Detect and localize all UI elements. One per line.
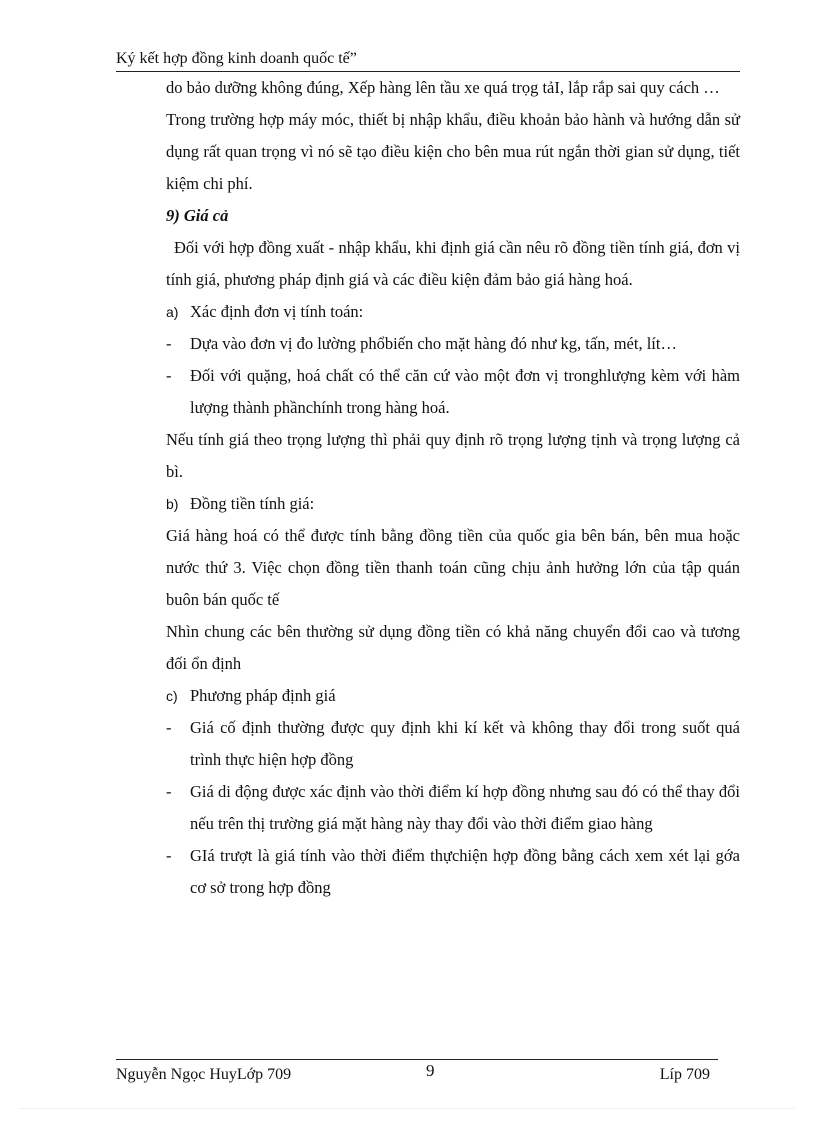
bullet-marker: -	[166, 846, 172, 865]
paragraph-price-intro: Đối với hợp đồng xuất - nhập khẩu, khi định giá cần nêu rõ đồng tiền tính giá, đơn vị tính giá, phương pháp định giá và các điều kiện đảm bảo giá hàng hoá.	[166, 238, 740, 289]
bullet-text: Dựa vào đơn vị đo lường phổbiến cho mặt hàng đó như kg, tấn, mét, lít…	[190, 334, 677, 353]
paragraph-currency: Giá hàng hoá có thể được tính bằng đồng tiền của quốc gia bên bán, bên mua hoặc nước thứ 3. Việc chọn đồng tiền thanh toán cũng chịu ảnh hưởng lớn của tập quán buôn bán quốc tế	[166, 526, 740, 609]
subsection-title: Xác định đơn vị tính toán:	[190, 302, 364, 321]
subsection-c	[166, 680, 740, 712]
bullet-marker: -	[166, 782, 172, 801]
paragraph-maintenance: do bảo dưỡng không đúng, Xếp hàng lên tầu xe quá trọg tảI, lắp rắp sai quy cách …	[166, 78, 720, 97]
paragraph-convertible: Nhìn chung các bên thường sử dụng đồng tiền có khả năng chuyển đổi cao và tương đối ổn định	[166, 622, 740, 673]
bullet-text: Giá cố định thường được quy định khi kí kết và không thay đổi trong suốt quá trình thực hiện hợp đồng	[190, 718, 740, 769]
section-heading-price: 9) Giá cả	[166, 206, 229, 225]
subsection-marker: a)	[166, 304, 179, 320]
bullet-marker: -	[166, 718, 172, 737]
subsection-marker: c)	[166, 688, 178, 704]
document-body	[166, 72, 740, 904]
bullet-marker: -	[166, 334, 172, 353]
subsection-b	[166, 488, 740, 520]
bullet-marker: -	[166, 366, 172, 385]
subsection-title: Phương pháp định giá	[190, 686, 336, 705]
document-title: Ký kết hợp đồng kinh doanh quốc tế”	[116, 50, 357, 67]
list-item	[166, 360, 740, 424]
page-header	[116, 48, 740, 72]
footer-author: Nguyễn Ngọc HuyLớp 709	[116, 1066, 292, 1083]
bullet-text: Đối với quặng, hoá chất có thể căn cứ vào một đơn vị tronghlượng kèm với hàm lượng thành phầnchính trong hàng hoá.	[190, 366, 740, 417]
list-item	[166, 712, 740, 776]
paragraph-warranty: Trong trường hợp máy móc, thiết bị nhập khẩu, điều khoản bảo hành và hướng dẫn sử dụng rất quan trọng vì nó sẽ tạo điều kiện cho bên mua rút ngắn thời gian sử dụng, tiết kiệm chi phí.	[166, 110, 740, 193]
bullet-text: GIá trượt là giá tính vào thời điểm thựchiện hợp đồng bằng cách xem xét lại gớa cơ sở trong hợp đồng	[190, 846, 740, 897]
page-bottom-border	[20, 1108, 796, 1109]
subsection-marker: b)	[166, 496, 179, 512]
subsection-title: Đồng tiền tính giá:	[190, 494, 315, 513]
subsection-a	[166, 296, 740, 328]
footer-class: Líp 709	[659, 1066, 710, 1083]
list-item	[166, 328, 740, 360]
page-number: 9	[426, 1061, 435, 1080]
list-item	[166, 776, 740, 840]
list-item	[166, 840, 740, 904]
footer-divider	[116, 1059, 718, 1060]
paragraph-weight: Nếu tính giá theo trọng lượng thì phải quy định rõ trọng lượng tịnh và trọng lượng cả bì.	[166, 430, 740, 481]
bullet-text: Giá di động được xác định vào thời điểm kí hợp đồng nhưng sau đó có thể thay đổi nếu trên thị trường giá mặt hàng này thay đổi vào thời điểm giao hàng	[190, 782, 740, 833]
